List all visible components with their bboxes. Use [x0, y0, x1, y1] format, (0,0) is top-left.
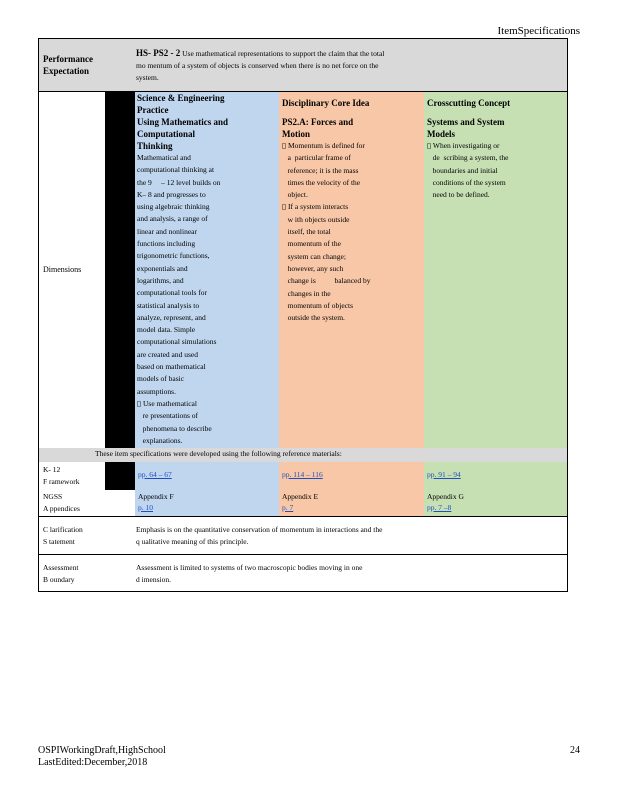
- dci-column: [279, 92, 424, 448]
- assessment-text-line1: Assessment is limited to systems of two macroscopic bodies moving in one: [136, 563, 363, 572]
- clarification-text-line2: q ualitative meaning of this principle.: [136, 537, 249, 546]
- sep-body-line: trigonometric functions,: [137, 251, 210, 261]
- sep-body-line: phenomena to describe: [137, 423, 212, 433]
- performance-expectation-row: [39, 39, 567, 91]
- sep-sub-line2: Computational: [137, 129, 196, 139]
- dci-body-line: reference; it is the mass: [282, 165, 359, 175]
- pe-line1: Use mathematical representations to support the claim that the total: [182, 49, 385, 58]
- ngss-dci-cell: [279, 490, 424, 516]
- sep-body-line: statistical analysis to: [137, 300, 200, 310]
- pe-code: HS- PS2 - 2: [136, 48, 181, 58]
- ccc-column: [424, 92, 567, 448]
- dci-body-line: object.: [282, 190, 308, 200]
- footer-left: [38, 745, 166, 769]
- dci-body-line: change is balanced by: [282, 276, 371, 286]
- sep-body-line: analyze, represent, and: [137, 312, 206, 322]
- dci-body-line: w ith objects outside: [282, 214, 350, 224]
- ngss-dci-link[interactable]: p. 7: [282, 503, 294, 512]
- sep-body-line: explanations.: [137, 435, 183, 445]
- ccc-body-line: ▯ When investigating or: [427, 141, 500, 150]
- sep-body-line: and analysis, a range of: [137, 214, 208, 224]
- footer-line1: OSPIWorkingDraft,HighSchool: [38, 745, 166, 756]
- pe-text-line1: [136, 47, 436, 60]
- ccc-body-line: de scribing a system, the: [427, 153, 509, 163]
- ngss-label-line1: NGSS: [43, 492, 63, 501]
- pe-text-line2: mo mentum of a system of objects is conserved when there is no net force on the: [136, 61, 379, 70]
- sep-body-line: models of basic: [137, 374, 185, 384]
- ngss-sep-cell: [135, 490, 279, 516]
- dci-body-line: ▯ If a system interacts: [282, 202, 349, 212]
- dci-body-line: changes in the: [282, 288, 331, 298]
- clarification-text-line1: Emphasis is on the quantitative conservation of momentum in interactions and the: [136, 525, 383, 534]
- pe-label: [43, 53, 93, 77]
- sep-body-line: are created and used: [137, 349, 199, 359]
- ccc-sub-line2: Models: [427, 129, 455, 139]
- reference-note: These item specifications were developed using the following reference materials:: [95, 449, 342, 458]
- dci-body-line: system can change;: [282, 251, 346, 261]
- page-header-title: ItemSpecifications: [497, 25, 580, 37]
- ccc-body-line: boundaries and initial: [427, 165, 498, 175]
- pe-text-line3: system.: [136, 73, 159, 82]
- pe-label-line1: Performance: [43, 54, 93, 64]
- specification-table: [38, 38, 568, 592]
- ngss-dci-text: Appendix E: [282, 492, 319, 501]
- page-number: 24: [570, 745, 580, 756]
- reference-note-row: [39, 448, 567, 462]
- assessment-label-line1: Assessment: [43, 563, 79, 572]
- assessment-text: [136, 562, 362, 586]
- dci-body-line: ▯ Momentum is defined for: [282, 141, 365, 150]
- sep-body-line: functions including: [137, 239, 196, 249]
- sep-sub-line3: Thinking: [137, 141, 173, 151]
- sep-body-line: K– 8 and progresses to: [137, 189, 206, 199]
- k12-label-line2: F ramework: [43, 477, 80, 486]
- k12-label: [43, 464, 79, 488]
- ngss-label-line2: A ppendices: [43, 504, 80, 513]
- dci-body-line: however, any such: [282, 263, 344, 273]
- assessment-text-line2: d imension.: [136, 575, 171, 584]
- k12-dci-link[interactable]: pp. 114 – 116: [282, 470, 323, 479]
- ngss-sep: [138, 491, 174, 513]
- clarification-label-line2: S tatement: [43, 537, 75, 546]
- k12-sep-cell: [135, 462, 279, 490]
- clarification-label: [43, 524, 83, 548]
- k12-ccc-link[interactable]: pp. 91 – 94: [427, 470, 461, 479]
- ngss-dci: [282, 491, 318, 513]
- dci-sub-line1: PS2.A: Forces and: [282, 117, 354, 127]
- k12-sep-link[interactable]: pp. 64 – 67: [138, 470, 172, 479]
- ccc-body-line: need to be defined.: [427, 190, 490, 200]
- dci-body-line: a particular frame of: [282, 153, 351, 163]
- sep-body-line: using algebraic thinking: [137, 202, 210, 212]
- dci-body-line: itself, the total: [282, 227, 331, 237]
- ngss-ccc-text: Appendix G: [427, 492, 464, 501]
- ccc-body: [427, 140, 567, 201]
- ccc-sub-line1: Systems and System: [427, 117, 505, 127]
- dci-body-line: momentum of objects: [282, 300, 354, 310]
- pe-label-line2: Expectation: [43, 66, 89, 76]
- sep-body-line: computational simulations: [137, 337, 217, 347]
- sep-body-line: assumptions.: [137, 386, 176, 396]
- sep-title-line1: Science & Engineering: [137, 93, 225, 103]
- sep-body-line: linear and nonlinear: [137, 226, 197, 236]
- sep-column: [135, 92, 279, 448]
- assessment-label-line2: B oundary: [43, 575, 75, 584]
- ngss-ccc-cell: [424, 490, 567, 516]
- ngss-label: [43, 491, 80, 515]
- sep-title-line2: Practice: [137, 105, 169, 115]
- pe-text: [136, 47, 436, 84]
- sep-body-line: computational thinking at: [137, 165, 215, 175]
- dci-body-line: times the velocity of the: [282, 177, 361, 187]
- ngss-sep-link[interactable]: p. 10: [138, 503, 153, 512]
- k12-dci-cell: [279, 462, 424, 490]
- sep-body-line: computational tools for: [137, 288, 207, 298]
- sep-body-line: ▯ Use mathematical: [137, 398, 197, 408]
- sep-body-line: re presentations of: [137, 411, 199, 421]
- ngss-ccc-link[interactable]: pp. 7 –8: [427, 503, 452, 512]
- ngss-row: [39, 490, 567, 516]
- assessment-label: [43, 562, 78, 586]
- dimensions-label: Dimensions: [43, 265, 82, 274]
- k12-label-line1: K- 12: [43, 465, 61, 474]
- assessment-row: [39, 555, 567, 592]
- clarification-row: [39, 517, 567, 554]
- sep-body-line: exponentials and: [137, 263, 188, 273]
- dci-body-line: momentum of the: [282, 239, 341, 249]
- ngss-sep-text: Appendix F: [138, 492, 174, 501]
- ccc-title: Crosscutting Concept: [427, 98, 511, 108]
- ccc-body-line: conditions of the system: [427, 177, 506, 187]
- ngss-ccc: [427, 491, 464, 513]
- k12-row: [39, 462, 567, 490]
- dci-body: [282, 140, 424, 324]
- sep-body-line: Mathematical and: [137, 153, 191, 162]
- sep-body: [137, 152, 279, 447]
- sep-sub-line1: Using Mathematics and: [137, 117, 229, 127]
- dci-title: Disciplinary Core Idea: [282, 98, 370, 108]
- footer-line2: LastEdited:December,2018: [38, 757, 148, 768]
- sep-body-line: model data. Simple: [137, 325, 196, 335]
- dci-body-line: outside the system.: [282, 313, 345, 323]
- sep-body-line: the 9 – 12 level builds on: [137, 177, 221, 187]
- k12-black-cell: [105, 462, 135, 490]
- clarification-text: [136, 524, 382, 548]
- black-margin-bar: [105, 92, 135, 448]
- dci-sub-line2: Motion: [282, 129, 310, 139]
- k12-ccc-cell: [424, 462, 567, 490]
- sep-body-line: logarithms, and: [137, 275, 184, 285]
- sep-body-line: based on mathematical: [137, 362, 206, 372]
- clarification-label-line1: C larification: [43, 525, 83, 534]
